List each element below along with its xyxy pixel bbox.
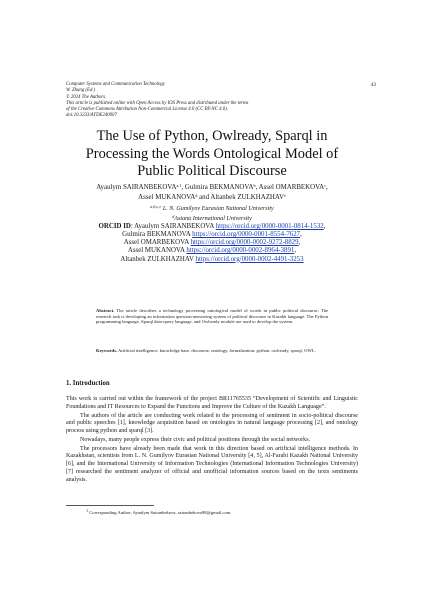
paper-title: [60, 128, 364, 181]
orcid-label: Altanbek ZULKHAZHAV: [120, 255, 196, 263]
orcid-link[interactable]: https://orcid.org/0000-0002-8964-3891: [186, 247, 295, 255]
author-line: [60, 182, 364, 192]
orcid-line: [60, 239, 364, 247]
keywords-text: Artificial intelligence, knowledge base, discourse, ontology, formalization, python, owlready, sparql, OWL.: [117, 348, 316, 353]
orcid-line: [60, 231, 364, 239]
author-name: , Gulmira BEKMANOVA: [181, 184, 254, 192]
orcid-sep: ,: [298, 239, 301, 247]
footnote-rule: [66, 505, 154, 506]
affiliation: [60, 203, 364, 213]
header-line: doi:10.3233/ATDE240007: [66, 113, 117, 119]
affiliation-sup: a,b,c,e: [150, 203, 162, 209]
paragraph: Nowadays, many people express their civic and political positions through the social networks.: [80, 436, 311, 443]
title-line: The Use of Python, Owlready, Sparql in: [96, 128, 328, 144]
abstract: [96, 308, 328, 325]
header-line: W. Zhang (Ed.): [66, 88, 96, 94]
footnote: [86, 508, 230, 515]
paragraph: The authors of the article are conducting work related to the processing of sentiment in socio-political discourse and public speeches [1], knowledge acquisition based on ontologies in natural language processing [2], and ontology process using python and sparql [3].: [66, 412, 358, 434]
publication-header: [66, 82, 366, 120]
author-name: Ayaulym SAIRANBEKOVA: [96, 184, 177, 192]
paragraph: The processors have already been made that work in this direction based on artificial intelligence methods. In Kazakhstan, scientists from L. N. Gumilyov Eurasian National University [4, 5], Al-Farabi Kazakh National University [6], and the International University of Information Technologies (International Information Technologies University) [7] researched the sentiment analyzer of official and unofficial information sources based on the texts sentiments analysis.: [66, 445, 358, 483]
affiliation-name: L. N. Gumilyov Eurasian National University: [162, 205, 274, 212]
body-text: [66, 396, 358, 485]
author-name: , Assel OMARBEKOVA: [255, 184, 325, 192]
author-sup: e: [283, 193, 286, 199]
orcid-line: [60, 247, 364, 255]
author-sup: a,1: [176, 183, 182, 188]
title-line: Processing the Words Ontological Model of: [85, 145, 339, 162]
orcid-link[interactable]: https://orcid.org/0000-0002-4491-3253: [195, 255, 304, 263]
header-line: of the Creative Commons Attribution Non-Commercial License 4.0 (CC BY-NC 4.0).: [66, 107, 228, 113]
keywords: [96, 348, 328, 354]
affiliation: [60, 213, 364, 223]
author-sup: b: [253, 183, 256, 188]
orcid-link[interactable]: https://orcid.org/0000-0001-8554-7627: [192, 231, 301, 239]
orcid-sep: ,: [323, 223, 326, 231]
section-heading: [66, 380, 110, 387]
author-block: [60, 182, 364, 264]
keywords-heading: Keywords.: [96, 348, 118, 353]
orcid-label: Assel OMARBEKOVA: [123, 239, 191, 247]
orcid-line: [60, 223, 364, 231]
orcid-line: [60, 256, 364, 264]
orcid-label: Gulmira BEKMANOVA: [122, 231, 193, 239]
orcid-sep: ,: [294, 247, 297, 255]
orcid-sep: ,: [300, 231, 302, 239]
orcid-link[interactable]: https://orcid.org/0000-0002-9272-8829: [190, 239, 299, 247]
paragraph: This work is carried out within the framework of the project BR11765535 “Development of Scientific and Linguistic Foundations and IT Resources to Expand the Functions and Improve the Culture of the Kazakh Language”.: [66, 396, 358, 410]
author-name: Assel MUKANOVA: [138, 194, 196, 202]
affiliation-name: Astana International University: [174, 216, 252, 223]
orcid-heading: ORCID ID: [98, 223, 131, 231]
author-separator: ,: [326, 184, 328, 192]
section-number: 1.: [66, 380, 72, 387]
orcid-link[interactable]: https://orcid.org/0000-0001-0814-1532: [215, 223, 324, 231]
footnote-mark: 1: [86, 508, 89, 513]
author-sup: d: [195, 193, 198, 199]
section-title: Introduction: [71, 380, 110, 387]
author-line: [60, 192, 364, 202]
footnote-text: Corresponding Author: Ayaulym Sairanbekova, sairanbekova98@gmail.com: [88, 510, 231, 516]
abstract-text: The article describes a technology processing ontological model of words in public political discourse. The research task is developing an information question-answering system of political discourse in Kazakh language. The Python programming language, Sparql data-query language, and Owlready module are used to develop the system.: [96, 308, 328, 325]
header-line: Computer Systems and Communication Technology: [66, 82, 165, 87]
header-line: This article is published online with Open Access by IOS Press and distributed under the terms: [66, 100, 249, 106]
affiliation-sup: d: [172, 213, 175, 219]
author-sup: c: [324, 183, 327, 188]
author-name: and Altanbek ZULKHAZHAV: [197, 194, 284, 202]
title-line: Public Political Discourse: [137, 163, 287, 179]
orcid-label: Assel MUKANOVA: [127, 247, 187, 255]
page-number: 43: [370, 82, 376, 88]
header-line: © 2024 The Authors.: [66, 94, 107, 100]
orcid-label: : Ayaulym SAIRANBEKOVA: [130, 223, 216, 231]
abstract-heading: Abstract.: [96, 308, 115, 313]
